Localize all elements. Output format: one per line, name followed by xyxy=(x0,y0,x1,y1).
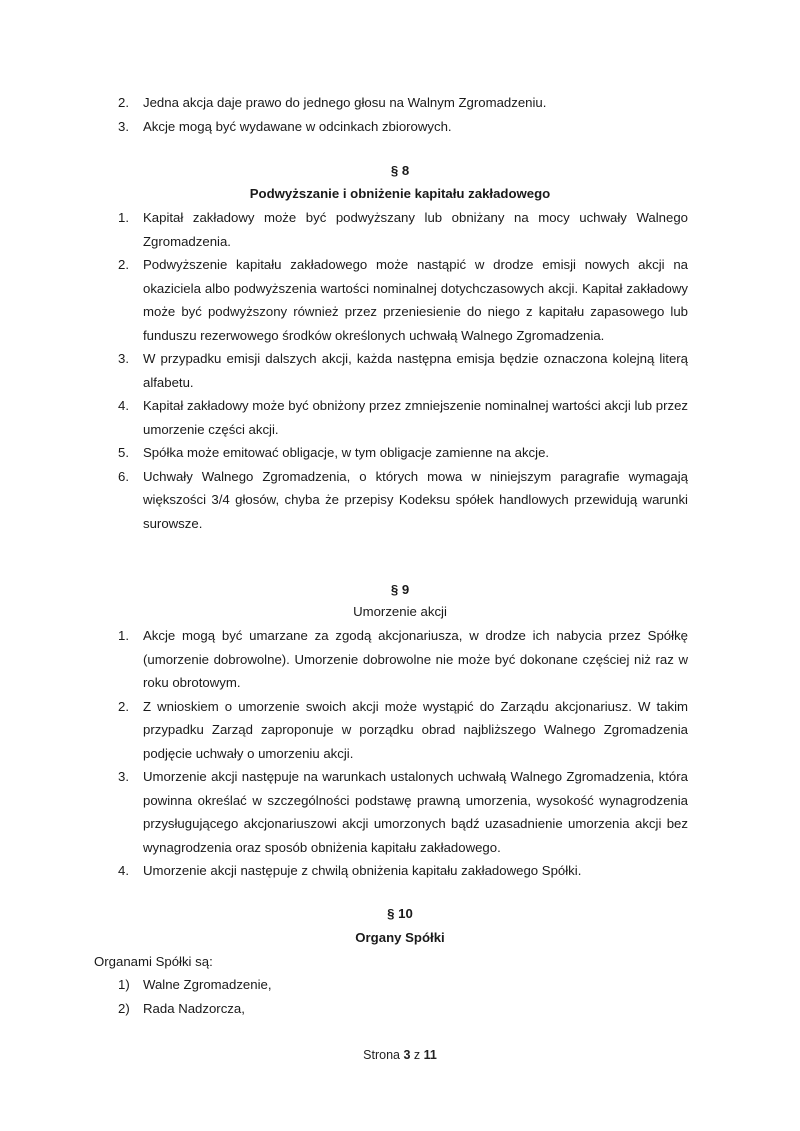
item-text: Umorzenie akcji następuje na warunkach ustalonych uchwałą Walnego Zgromadzenia, która powinna określać w szczególności podstawę prawną umorzenia, wysokość wynagrodzenia przysługującego akcjonariuszowi akcji umorzonych bądź uzasadnienie umorzenia akcji bez wynagrodzenia oraz sposób obniżenia kapitału zakładowego. xyxy=(143,769,688,855)
item-number: 1. xyxy=(118,628,129,643)
item-text: Jedna akcja daje prawo do jednego głosu na Walnym Zgromadzeniu. xyxy=(143,95,547,110)
list-item xyxy=(118,465,688,536)
item-number: 6. xyxy=(118,468,129,484)
list-item xyxy=(118,441,688,465)
item-text: Umorzenie akcji następuje z chwilą obniżenia kapitału zakładowego Spółki. xyxy=(143,863,582,878)
item-text: Kapitał zakładowy może być podwyższany lub obniżany na mocy uchwały Walnego Zgromadzenia. xyxy=(143,210,688,249)
item-text: Akcje mogą być wydawane w odcinkach zbiorowych. xyxy=(143,118,452,134)
page-footer xyxy=(0,1048,800,1062)
item-number: 2. xyxy=(118,698,129,714)
section-10-intro: Organami Spółki są: xyxy=(94,954,213,969)
item-number: 3. xyxy=(118,351,129,366)
list-item xyxy=(118,115,688,139)
item-number: 1. xyxy=(118,210,129,225)
item-text: Kapitał zakładowy może być obniżony przez zmniejszenie nominalnej wartości akcji lub przez umorzenie części akcji. xyxy=(143,398,688,437)
list-item xyxy=(118,347,688,394)
footer-separator: z xyxy=(413,1048,421,1062)
section-9-title: Umorzenie akcji xyxy=(353,604,447,619)
item-number: 4. xyxy=(118,398,129,413)
section-10-number: § 10 xyxy=(387,906,413,921)
item-text: Spółka może emitować obligacje, w tym obligacje zamienne na akcje. xyxy=(143,445,550,460)
section-8-list xyxy=(118,206,688,535)
section-9-list xyxy=(118,624,688,883)
item-text: W przypadku emisji dalszych akcji, każda następna emisja będzie oznaczona kolejną literą alfabetu. xyxy=(143,351,688,390)
item-text: Z wnioskiem o umorzenie swoich akcji może wystąpić do Zarządu akcjonariusz. W takim przypadku Zarząd zaproponuje w porządku obrad najbliższego Walnego Zgromadzenia podjęcie uchwały o umorzeniu akcji. xyxy=(143,698,688,761)
current-page-number: 3 xyxy=(403,1048,411,1062)
item-text: Podwyższenie kapitału zakładowego może nastąpić w drodze emisji nowych akcji na okaziciela albo podwyższenia wartości nominalnej dotychczasowych akcji. Kapitał zakładowy może być podwyższony również przez przeniesienie do niego z kapitału zapasowego lub funduszu rezerwowego środków określonych uchwałą Walnego Zgromadzenia. xyxy=(143,257,688,343)
item-number: 2) xyxy=(118,1000,130,1016)
intro-list xyxy=(118,91,688,138)
item-number: 2. xyxy=(118,257,129,272)
list-item xyxy=(118,859,688,883)
item-number: 3. xyxy=(118,118,129,134)
item-text: Akcje mogą być umarzane za zgodą akcjonariusza, w drodze ich nabycia przez Spółkę (umorzenie dobrowolne). Umorzenie dobrowolne nie może być dokonane częściej niż raz w roku obrotowym. xyxy=(143,628,688,690)
list-item xyxy=(118,91,688,115)
item-text: Uchwały Walnego Zgromadzenia, o których mowa w niniejszym paragrafie wymagają większości 3/4 głosów, chyba że przepisy Kodeksu spółek handlowych przewidują warunki surowsze. xyxy=(143,468,688,531)
section-10-title: Organy Spółki xyxy=(355,930,445,945)
list-item xyxy=(118,973,518,997)
item-number: 4. xyxy=(118,863,129,878)
footer-prefix: Strona xyxy=(363,1048,400,1062)
section-9-number: § 9 xyxy=(390,582,410,597)
item-text: Walne Zgromadzenie, xyxy=(143,977,272,992)
list-item xyxy=(118,997,518,1021)
list-item xyxy=(118,765,688,859)
item-number: 3. xyxy=(118,769,129,784)
section-8-number: § 8 xyxy=(390,163,410,178)
item-number: 1) xyxy=(118,977,130,992)
list-item xyxy=(118,624,688,695)
list-item xyxy=(118,394,688,441)
section-10-list xyxy=(118,973,518,1020)
item-number: 5. xyxy=(118,445,129,460)
list-item xyxy=(118,206,688,253)
item-text: Rada Nadzorcza, xyxy=(143,1000,245,1016)
list-item xyxy=(118,253,688,347)
section-8-title: Podwyższanie i obniżenie kapitału zakładowego xyxy=(249,186,551,201)
list-item xyxy=(118,695,688,766)
item-number: 2. xyxy=(118,95,129,110)
total-pages-number: 11 xyxy=(423,1048,437,1062)
